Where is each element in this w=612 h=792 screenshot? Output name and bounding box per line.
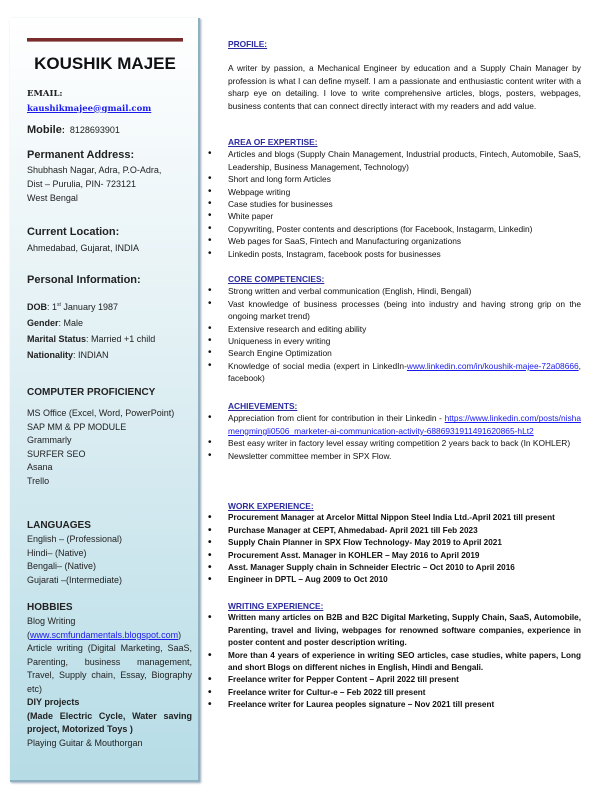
expertise-item: • Articles and blogs (Supply Chain Management, Industrial products, Fintech, Automobile, SaaS, Leadership, Business Management, Technology) <box>208 148 581 173</box>
core-item: • Strong written and verbal communication (English, Hindi, Bengali) <box>208 285 581 297</box>
achievements-section <box>208 400 581 462</box>
languages-block <box>27 518 192 587</box>
profile-heading: PROFILE: <box>228 39 268 49</box>
computer-label: COMPUTER PROFICIENCY <box>27 387 156 398</box>
location-value: Ahmedabad, Gujarat, INDIA <box>27 243 140 253</box>
expertise-item: • Web pages for SaaS, Fintech and Manufacturing organizations <box>208 235 581 247</box>
core-item: • Extensive research and editing ability <box>208 323 581 335</box>
expertise-heading: AREA OF EXPERTISE: <box>228 137 318 147</box>
expertise-item: • Copywriting, Poster contents and descriptions (for Facebook, Instagarm, Linkedin) <box>208 223 581 235</box>
profile-text: A writer by passion, a Mechanical Engineer by education and a Supply Chain Manager by profession is what I can define myself. I am a passionate and enthusiastic content writer with a sharp eye on detailing. I love to write comprehensive articles, blogs, posters, webpages, business contents that can connect directly interact with my readers and add value. <box>228 63 581 111</box>
writing-heading: WRITING EXPERIENCE: <box>228 601 324 611</box>
hobby-article: Article writing (Digital Marketing, SaaS, Parenting, business management, Travel, Supply chain, Essay, Biography etc) <box>27 643 192 694</box>
work-item: • Asst. Manager Supply chain in Schneider Electric – Oct 2010 to April 2016 <box>208 562 581 574</box>
address-line: West Bengal <box>27 193 78 203</box>
hobby-diy: (Made Electric Cycle, Water saving project, Motorized Toys ) <box>27 710 192 734</box>
linkedin-post-link[interactable]: https://www.linkedin.com/posts/nishamengmingli0506_marketer-ai-communication-activity-6886931911491620865-hLt2 <box>228 413 581 436</box>
core-item: • Vast knowledge of business processes (being into industry and having strong grip on the ongoing market trend) <box>208 298 581 323</box>
core-item-social: • Knowledge of social media (expert in LinkedIn-www.linkedin.com/in/koushik-majee-72a08666, facebook) <box>208 360 581 385</box>
gender-row: Gender: Male <box>27 318 84 328</box>
address-block <box>27 148 192 205</box>
skill-item: SAP MM & PP MODULE <box>27 421 127 432</box>
core-section <box>208 273 581 385</box>
writing-item: • More than 4 years of experience in writing SEO articles, case studies, white papers, Long and short Blogs on different niches in English, Hindi and Bengali. <box>208 650 581 675</box>
nationality-row: Nationality: INDIAN <box>27 350 109 360</box>
contact-email <box>27 88 192 116</box>
skill-item: Grammarly <box>27 435 72 445</box>
achievements-heading: ACHIEVEMENTS: <box>228 401 298 411</box>
work-item: • Supply Chain Planner in SPX Flow Technology- May 2019 to April 2021 <box>208 537 581 549</box>
work-section <box>208 500 581 587</box>
blog-link[interactable]: www.scmfundamentals.blogspot.com <box>30 629 179 640</box>
hobby-music: Playing Guitar & Mouthorgan <box>27 737 143 748</box>
core-heading: CORE COMPETENCIES: <box>228 274 325 284</box>
expertise-item: • White paper <box>208 210 581 222</box>
mobile-label: Mobile <box>27 124 62 136</box>
skill-item: SURFER SEO <box>27 448 86 459</box>
address-line: Dist – Purulia, PIN- 723121 <box>27 179 137 189</box>
mobile-value: 8128693901 <box>69 125 120 135</box>
address-label: Permanent Address: <box>27 149 135 161</box>
location-label: Current Location: <box>27 226 120 238</box>
language-item: Gujarati –(Intermediate) <box>27 574 123 585</box>
skill-item: MS Office (Excel, Word, PowerPoint) <box>27 408 175 418</box>
skill-item: Asana <box>27 462 53 472</box>
achievement-item: • Best easy writer in factory level essay writing competition 2 years back to back (In KOHLER) <box>208 437 581 449</box>
achievement-item: • Appreciation from client for contribution in their Linkedin - https://www.linkedin.com/posts/nishamengmingli0506_marketer-ai-communication-activity-6886931911491620865-hLt2 <box>208 412 581 437</box>
sidebar <box>10 18 200 782</box>
address-line: Shubhash Nagar, Adra, P.O-Adra, <box>27 165 162 175</box>
work-item: • Purchase Manager at CEPT, Ahmedabad- April 2021 till Feb 2023 <box>208 525 581 537</box>
language-item: Hindi– (Native) <box>27 547 87 558</box>
personal-block <box>27 273 192 363</box>
writing-item: • Freelance writer for Cultur-e – Feb 2022 till present <box>208 687 581 699</box>
hobby-blog: Blog Writing <box>27 616 76 626</box>
linkedin-profile-link[interactable]: www.linkedin.com/in/koushik-majee-72a08666 <box>406 360 579 371</box>
expertise-section <box>208 136 581 260</box>
work-item: • Engineer in DPTL – Aug 2009 to Oct 2010 <box>208 574 581 586</box>
writing-item: • Freelance writer for Pepper Content – April 2022 till present <box>208 674 581 686</box>
language-item: Bengali– (Native) <box>27 561 97 571</box>
contact-mobile: Mobile: 8128693901 <box>27 124 120 136</box>
work-item: • Procurement Asst. Manager in KOHLER – May 2016 to April 2019 <box>208 550 581 562</box>
marital-row: Marital Status: Married +1 child <box>27 334 156 344</box>
header-rule <box>27 38 183 42</box>
writing-item: • Written many articles on B2B and B2C Digital Marketing, Supply Chain, SaaS, Automobile, Parenting, travel and living, webpages for renowned software companies, experience in poster content and poster description writing. <box>208 612 581 649</box>
work-heading: WORK EXPERIENCE: <box>228 501 314 511</box>
work-item: • Procurement Manager at Arcelor Mittal Nippon Steel India Ltd.-April 2021 till present <box>208 512 581 524</box>
location-block <box>27 225 192 256</box>
core-item: • Search Engine Optimization <box>208 347 581 359</box>
skill-item: Trello <box>27 475 50 486</box>
computer-block <box>27 385 192 488</box>
candidate-name: KOUSHIK MAJEE <box>34 54 176 73</box>
achievement-item: • Newsletter committee member in SPX Flow. <box>208 450 581 462</box>
profile-section <box>208 38 581 112</box>
hobbies-label: HOBBIES <box>27 602 73 613</box>
expertise-item: • Short and long form Articles <box>208 173 581 185</box>
hobbies-block: HOBBIES Blog Writing (www.scmfundamentals.blogspot.com) Article writing (Digital Marketing, SaaS, Parenting, business management, Travel, Supply chain, Essay, Biography etc) DIY projects (Made Electric Cycle, Water saving project, Motorized Toys ) Playing Guitar & Mouthorgan <box>27 600 192 750</box>
hobby-diy-label: DIY projects <box>27 697 80 707</box>
email-label: EMAIL: <box>27 89 63 99</box>
expertise-item: • Webpage writing <box>208 186 581 198</box>
writing-item: • Freelance writer for Laurea peoples signature – Nov 2021 till present <box>208 699 581 711</box>
expertise-item: • Case studies for businesses <box>208 198 581 210</box>
personal-label: Personal Information: <box>27 274 141 286</box>
expertise-item: • Linkedin posts, Instagram, facebook posts for businesses <box>208 248 581 260</box>
core-item: • Uniqueness in every writing <box>208 335 581 347</box>
languages-label: LANGUAGES <box>27 520 91 531</box>
dob-row: DOB: 1st January 1987 <box>27 302 118 312</box>
writing-section <box>208 600 581 712</box>
email-link[interactable]: kaushikmajee@gmail.com <box>27 103 152 114</box>
language-item: English – (Professional) <box>27 534 123 544</box>
